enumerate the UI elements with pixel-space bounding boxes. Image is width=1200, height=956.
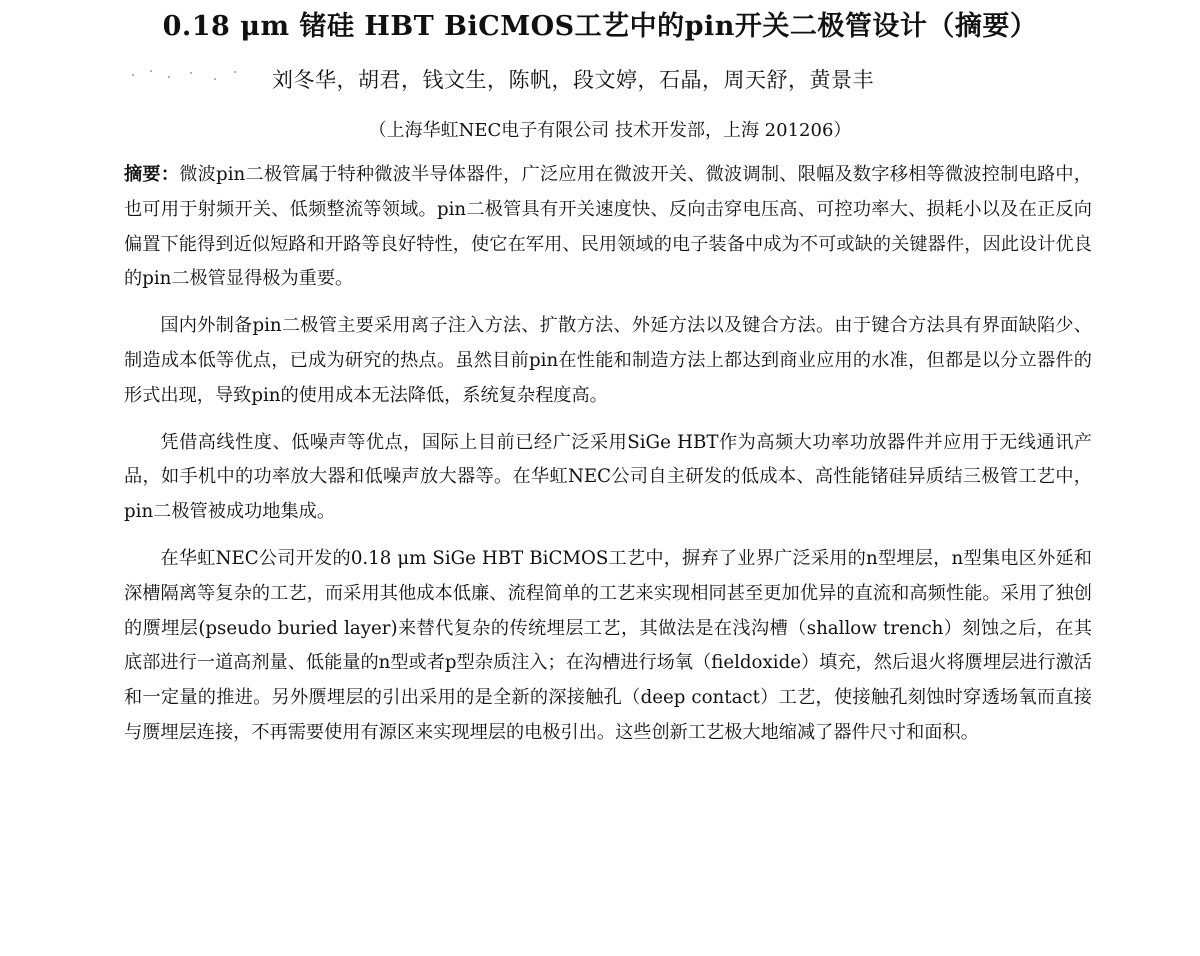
scan-speck <box>214 78 216 80</box>
scan-speck <box>150 70 152 72</box>
scan-speck <box>234 71 236 73</box>
scan-speck <box>190 72 192 74</box>
paper-title: 0.18 μm 锗硅 HBT BiCMOS工艺中的pin开关二极管设计（摘要） <box>162 11 1038 42</box>
scan-speck <box>168 76 170 78</box>
body-paragraph: 凭借高线性度、低噪声等优点，国际上目前已经广泛采用SiGe HBT作为高频大功率功放器件并应用于无线通讯产品，如手机中的功率放大器和低噪声放大器等。在华虹NEC公司自主研发的低成本、高性能锗硅异质结三极管工艺中，pin二极管被成功地集成。 <box>124 431 1092 523</box>
paper-authors: 刘冬华，胡君，钱文生，陈帆，段文婷，石晶，周天舒，黄景丰 <box>272 68 874 92</box>
body-paragraph: 在华虹NEC公司开发的0.18 μm SiGe HBT BiCMOS工艺中，摒弃了业界广泛采用的n型埋层，n型集电区外延和深槽隔离等复杂的工艺，而采用其他成本低廉、流程简单的工艺来实现相同甚至更加优异的直流和高频性能。采用了独创的赝埋层(pseudo buried layer)来替代复杂的传统埋层工艺，其做法是在浅沟槽（shallow trench）刻蚀之后，在其底部进行一道高剂量、低能量的n型或者p型杂质注入；在沟槽进行场氧（fieldoxide）填充，然后退火将赝埋层进行激活和一定量的推进。另外赝埋层的引出采用的是全新的深接触孔（deep contact）工艺，使接触孔刻蚀时穿透场氧而直接与赝埋层连接，不再需要使用有源区来实现埋层的电极引出。这些创新工艺极大地缩减了器件尺寸和面积。 <box>124 547 1092 743</box>
paper-body <box>124 158 1092 763</box>
body-paragraph: 国内外制备pin二极管主要采用离子注入方法、扩散方法、外延方法以及键合方法。由于键合方法具有界面缺陷少、制造成本低等优点，已成为研究的热点。虽然目前pin在性能和制造方法上都达到商业应用的水准，但都是以分立器件的形式出现，导致pin的使用成本无法降低，系统复杂程度高。 <box>124 315 1092 406</box>
paper-affiliation: （上海华虹NEC电子有限公司 技术开发部，上海 201206） <box>368 120 852 141</box>
scan-speck <box>132 74 134 76</box>
abstract-paragraph <box>124 158 1092 297</box>
abstract-text: 微波pin二极管属于特种微波半导体器件，广泛应用在微波开关、微波调制、限幅及数字移相等微波控制电路中，也可用于射频开关、低频整流等领域。pin二极管具有开关速度快、反向击穿电压高、可控功率大、损耗小以及在正反向偏置下能得到近似短路和开路等良好特性，使它在军用、民用领域的电子装备中成为不可或缺的关键器件，因此设计优良的pin二极管显得极为重要。 <box>124 164 1092 290</box>
abstract-label: 摘要： <box>124 164 180 185</box>
